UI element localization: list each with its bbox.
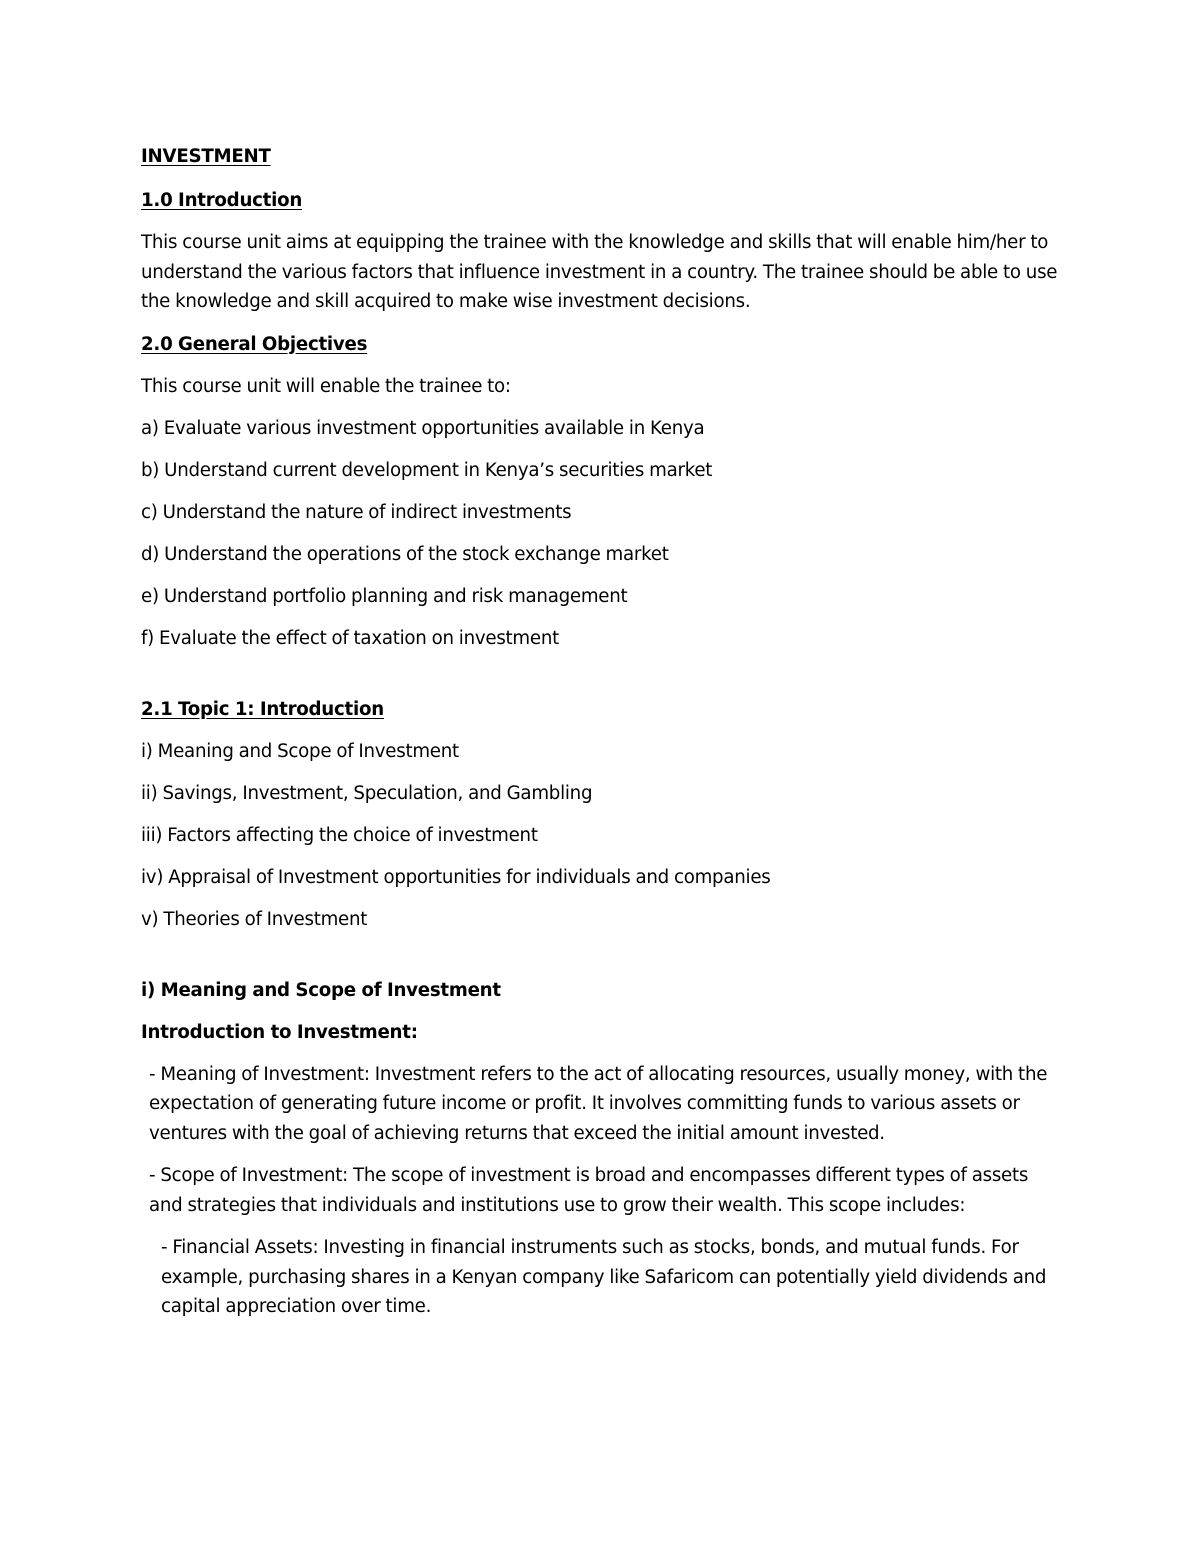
scope-of-investment-paragraph: - Scope of Investment: The scope of investment is broad and encompasses different types of assets and strategies that individuals and institutions use to grow their wealth. This scope includes: — [149, 1165, 1029, 1216]
objective-item: a) Evaluate various investment opportunities available in Kenya — [141, 417, 705, 439]
introduction-to-investment-subheading: Introduction to Investment: — [141, 1021, 418, 1043]
topic1-heading: 2.1 Topic 1: Introduction — [141, 698, 384, 720]
topic1-item: iv) Appraisal of Investment opportunities for individuals and companies — [141, 866, 771, 888]
objective-item: d) Understand the operations of the stock exchange market — [141, 543, 669, 565]
objective-item: e) Understand portfolio planning and risk management — [141, 585, 628, 607]
objective-item: f) Evaluate the effect of taxation on investment — [141, 627, 559, 649]
document-page — [141, 142, 1061, 1335]
objective-item: c) Understand the nature of indirect investments — [141, 501, 572, 523]
meaning-scope-heading: i) Meaning and Scope of Investment — [141, 979, 501, 1001]
topic1-item: iii) Factors affecting the choice of investment — [141, 824, 538, 846]
introduction-paragraph: This course unit aims at equipping the trainee with the knowledge and skills that will enable him/her to understand the various factors that influence investment in a country. The trainee should be able to use the knowledge and skill acquired to make wise investment decisions. — [141, 232, 1058, 312]
document-title: INVESTMENT — [141, 146, 271, 167]
topic1-item: i) Meaning and Scope of Investment — [141, 740, 459, 762]
objectives-heading: 2.0 General Objectives — [141, 333, 368, 355]
meaning-of-investment-paragraph: - Meaning of Investment: Investment refers to the act of allocating resources, usually money, with the expectation of generating future income or profit. It involves committing funds to various assets or ventures with the goal of achieving returns that exceed the initial amount invested. — [149, 1063, 1048, 1144]
topic1-item: v) Theories of Investment — [141, 908, 368, 930]
objectives-lead: This course unit will enable the trainee to: — [141, 375, 511, 397]
financial-assets-paragraph: - Financial Assets: Investing in financial instruments such as stocks, bonds, and mutual funds. For example, purchasing shares in a Kenyan company like Safaricom can potentially yield dividends and capital appreciation over time. — [161, 1237, 1047, 1317]
objective-item: b) Understand current development in Kenya’s securities market — [141, 459, 713, 481]
introduction-heading: 1.0 Introduction — [141, 190, 303, 211]
topic1-item: ii) Savings, Investment, Speculation, and Gambling — [141, 782, 593, 804]
